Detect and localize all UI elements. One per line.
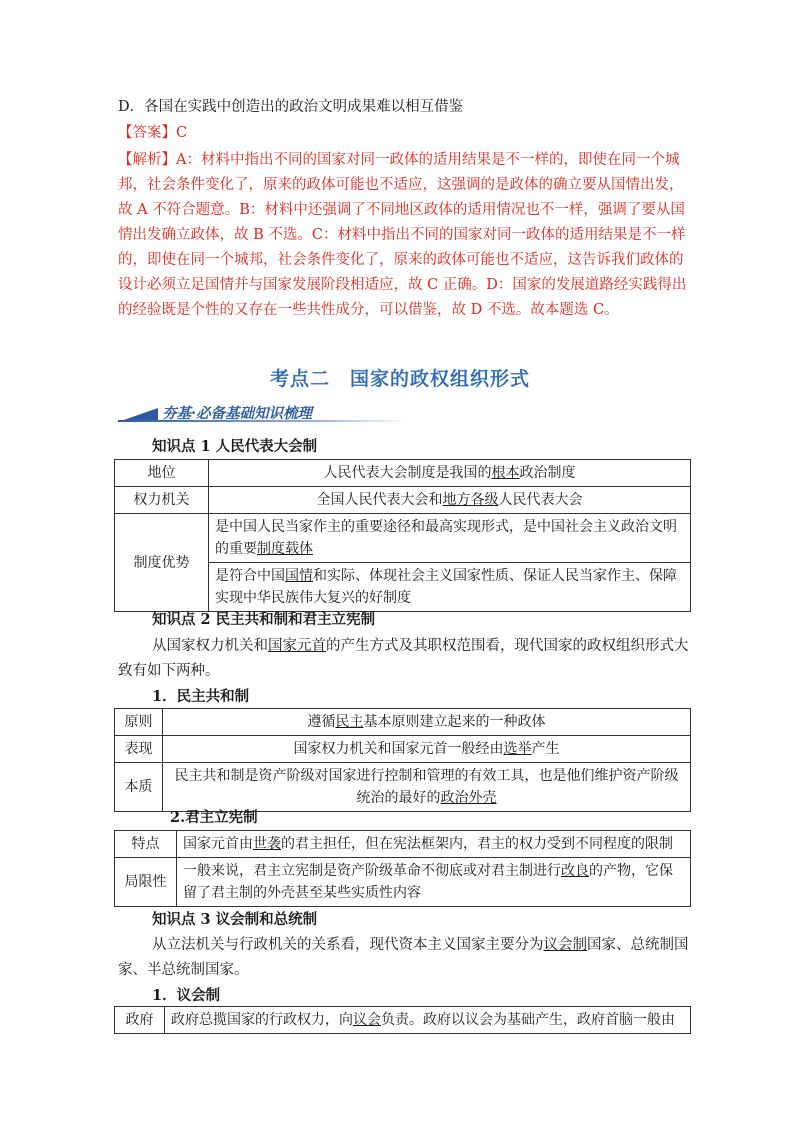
table-row [115, 763, 691, 812]
answer-label: 【答案】 [118, 125, 176, 141]
table-row [115, 514, 691, 563]
analysis-line-7: 的经验既是个性的又存在一些共性成分，可以借鉴，故 D 不选。故本题选 C。 [118, 302, 619, 318]
t1-r1-content: 遵循民主基本原则建立起来的一种政体 [163, 709, 691, 736]
t3-r1-label: 政府 [115, 1007, 165, 1034]
kp2-para-2: 致有如下两种。 [118, 663, 220, 679]
kp3-heading: 知识点 3 议会制和总统制 [152, 911, 318, 928]
kp2-sub1: 1．民主共和制 [152, 688, 250, 705]
t2-r1-content: 国家元首由世袭的君主担任，但在宪法框架内，君主的权力受到不同程度的限制 [177, 831, 691, 858]
kp1-r1-label: 地位 [115, 460, 209, 487]
section-title: 考点二 国家的政权组织形式 [269, 368, 530, 390]
table-row [115, 460, 691, 487]
option-d: D．各国在实践中创造出的政治文明成果难以相互借鉴 [118, 99, 464, 115]
kp1-table [114, 459, 691, 612]
t1-r2-content: 国家权力机关和国家元首一般经由选举产生 [163, 736, 691, 763]
t1-r1-label: 原则 [115, 709, 163, 736]
kp2-heading: 知识点 2 民主共和制和君主立宪制 [152, 611, 376, 628]
banner-text: 夯基·必备基础知识梳理 [162, 405, 313, 422]
monarchy-table [114, 830, 691, 907]
kp1-r2-label: 权力机关 [115, 487, 209, 514]
t1-r3-content: 民主共和制是资产阶级对国家进行控制和管理的有效工具，也是他们维护资产阶级 统治的最好的政治外壳 [163, 763, 691, 812]
kp1-r3b-content: 是符合中国国情和实际、体现社会主义国家性质、保证人民当家作主、保障 实现中华民族伟大复兴的好制度 [209, 563, 691, 612]
banner-bar-icon [118, 402, 158, 422]
kp1-r1-content: 人民代表大会制度是我国的根本政治制度 [209, 460, 691, 487]
analysis-line-1: 【解析】A：材料中指出不同的国家对同一政体的适用结果是不一样的，即使在同一个城 [118, 152, 680, 168]
kp2-sub2: 2.君主立宪制 [170, 809, 258, 826]
kp1-r3a-content: 是中国人民当家作主的重要途径和最高实现形式，是中国社会主义政治文明 的重要制度载体 [209, 514, 691, 563]
analysis-line-6: 设计必须立足国情并与国家发展阶段相适应，故 C 正确。D：国家的发展道路经实践得出 [118, 277, 687, 293]
analysis-line-4: 情出发确立政体，故 B 不选。C：材料中指出不同的国家对同一政体的适用结果是不一样 [118, 227, 686, 243]
kp1-r2-content: 全国人民代表大会和地方各级人民代表大会 [209, 487, 691, 514]
analysis-label: 【解析】 [118, 152, 176, 168]
t1-r2-label: 表现 [115, 736, 163, 763]
analysis-line-3: 故 A 不符合题意。B：材料中还强调了不同地区政体的适用情况也不一样，强调了要从国 [118, 202, 685, 218]
analysis-line-5: 的，即使在同一个城邦，社会条件变化了，原来的政体可能也不适应，这告诉我们政体的 [118, 252, 684, 268]
kp3-para-1: 从立法机关与行政机关的关系看，现代资本主义国家主要分为议会制国家、总统制国 [152, 937, 689, 953]
table-row [115, 831, 691, 858]
t2-r2-content: 一般来说，君主立宪制是资产阶级革命不彻底或对君主制进行改良的产物，它保 留了君主制的外壳甚至某些实质性内容 [177, 858, 691, 907]
knowledge-banner [118, 402, 408, 424]
t1-r3-label: 本质 [115, 763, 163, 812]
table-row [115, 709, 691, 736]
table-row [115, 736, 691, 763]
kp3-sub1: 1．议会制 [152, 987, 221, 1004]
republic-table [114, 708, 691, 812]
table-row [115, 858, 691, 907]
kp2-para-1: 从国家权力机关和国家元首的产生方式及其职权范围看，现代国家的政权组织形式大 [152, 638, 689, 654]
kp1-r3-label: 制度优势 [115, 514, 209, 612]
answer-value: C [176, 125, 188, 141]
t3-r1-content: 政府总揽国家的行政权力，向议会负责。政府以议会为基础产生，政府首脑一般由 [165, 1007, 691, 1034]
parliament-table [114, 1006, 691, 1034]
table-row [115, 1007, 691, 1034]
table-row [115, 487, 691, 514]
t2-r2-label: 局限性 [115, 858, 177, 907]
kp3-para-2: 家、半总统制国家。 [118, 962, 249, 978]
answer-line [118, 123, 187, 143]
kp1-heading: 知识点 1 人民代表大会制 [152, 438, 318, 455]
analysis-line-2: 邦，社会条件变化了，原来的政体可能也不适应，这强调的是政体的确立要从国情出发， [118, 177, 684, 193]
t2-r1-label: 特点 [115, 831, 177, 858]
